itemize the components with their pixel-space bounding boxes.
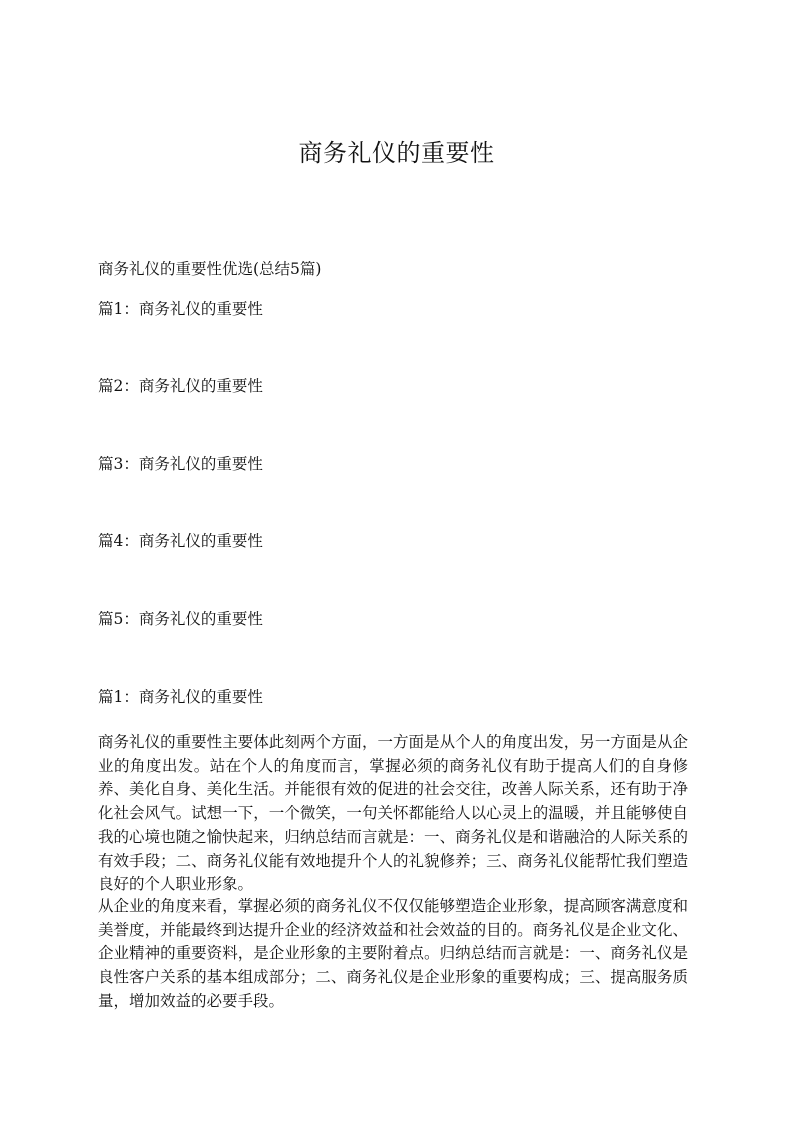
body-paragraph-1: 商务礼仪的重要性主要体此刻两个方面，一方面是从个人的角度出发，另一方面是从企业的角度出发。站在个人的角度而言，掌握必须的商务礼仪有助于提高人们的自身修养、美化自身、美化生活。并能很有效的促进的社会交往，改善人际关系，还有助于净化社会风气。试想一下，一个微笑，一句关怀都能给人以心灵上的温暖，并且能够使自我的心境也随之愉快起来，归纳总结而言就是：一、商务礼仪是和谐融洽的人际关系的有效手段；二、商务礼仪能有效地提升个人的礼貌修养；三、商务礼仪能帮忙我们塑造良好的个人职业形象。 <box>98 733 688 894</box>
document-subtitle: 商务礼仪的重要性优选(总结5篇) <box>98 260 322 278</box>
toc-item-2: 篇2：商务礼仪的重要性 <box>98 377 263 395</box>
toc-item-3: 篇3：商务礼仪的重要性 <box>98 455 263 473</box>
toc-item-1: 篇1：商务礼仪的重要性 <box>98 300 263 318</box>
toc-item-5: 篇5：商务礼仪的重要性 <box>98 610 263 628</box>
toc-item-4: 篇4：商务礼仪的重要性 <box>98 532 263 550</box>
section-heading: 篇1：商务礼仪的重要性 <box>98 688 263 706</box>
body-paragraph-2: 从企业的角度来看，掌握必须的商务礼仪不仅仅能够塑造企业形象，提高顾客满意度和美誉度，并能最终到达提升企业的经济效益和社会效益的目的。商务礼仪是企业文化、企业精神的重要资料，是企业形象的主要附着点。归纳总结而言就是：一、商务礼仪是良性客户关系的基本组成部分；二、商务礼仪是企业形象的重要构成；三、提高服务质量，增加效益的必要手段。 <box>98 897 688 1010</box>
document-title: 商务礼仪的重要性 <box>298 139 495 167</box>
